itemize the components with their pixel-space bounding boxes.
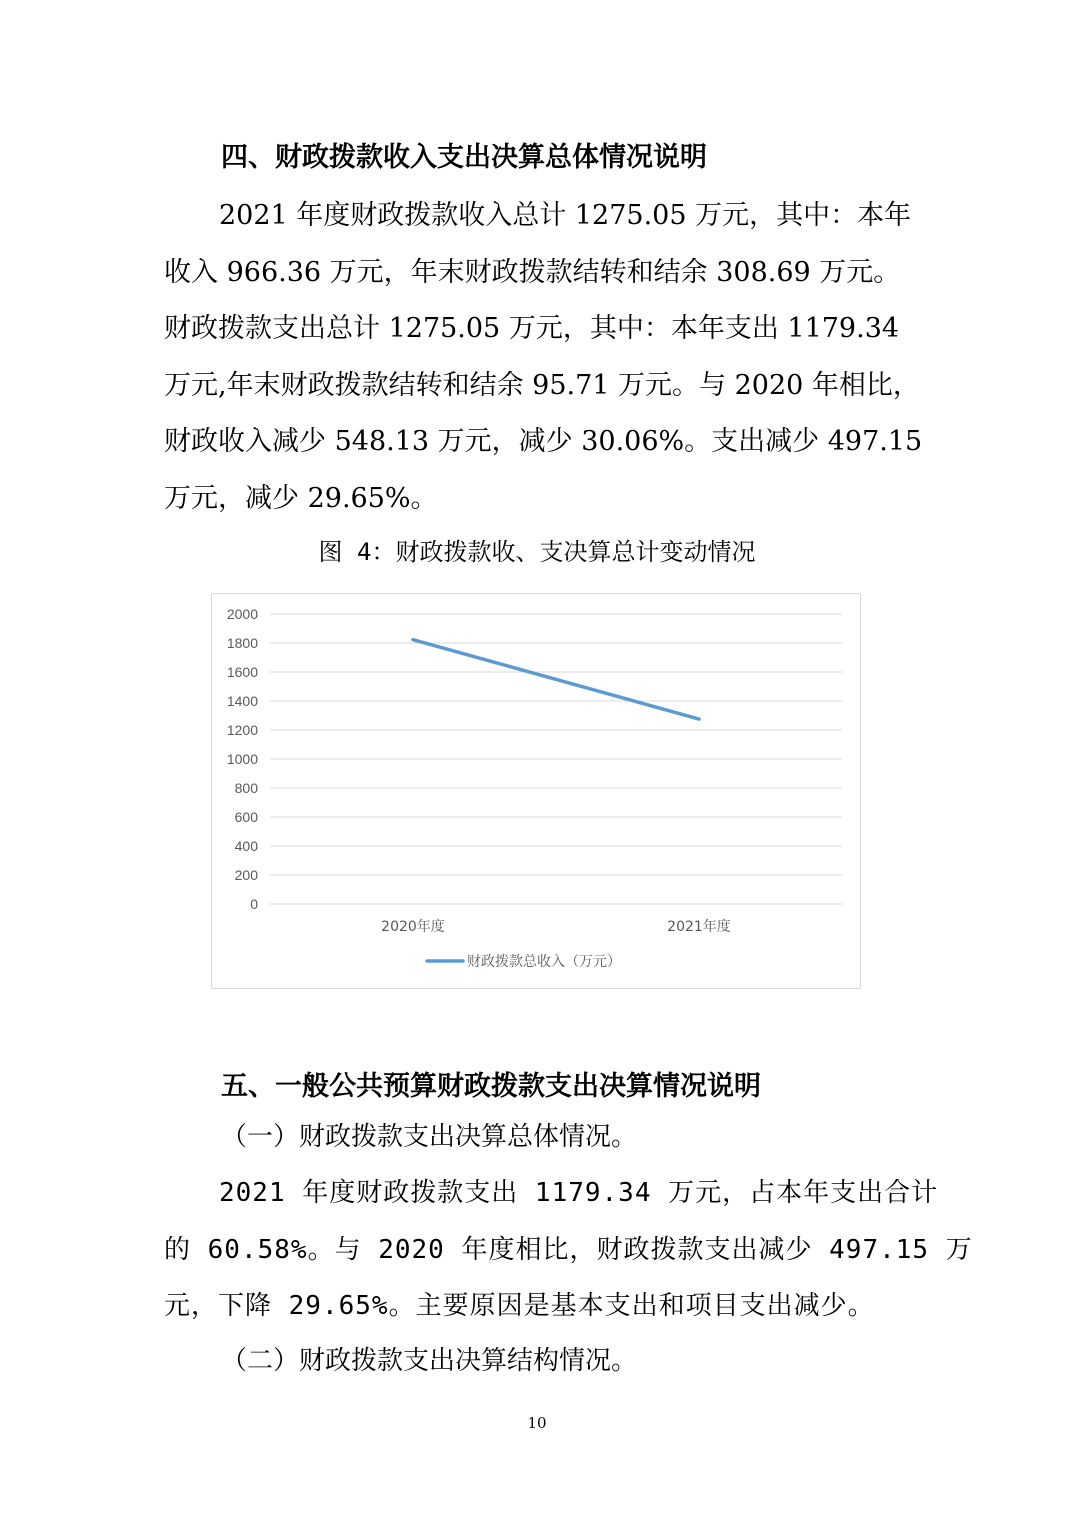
section-heading-5: 五、一般公共预算财政拨款支出决算情况说明 [221, 1071, 761, 1102]
paragraph-line: 2021 年度财政拨款支出 1179.34 万元，占本年支出合计 [219, 1178, 939, 1208]
x-tick-label: 2021年度 [667, 919, 731, 935]
paragraph-line: 的 60.58%。与 2020 年度相比，财政拨款支出减少 497.15 万 [164, 1234, 973, 1265]
y-tick-label: 800 [234, 780, 258, 796]
y-tick-label: 200 [234, 867, 258, 883]
y-tick-label: 1800 [226, 635, 258, 651]
y-tick-label: 1200 [226, 722, 258, 738]
series-line [413, 640, 699, 719]
paragraph-line: 万元,年末财政拨款结转和结余 95.71 万元。与 2020 年相比， [164, 369, 920, 401]
y-tick-label: 600 [234, 809, 258, 825]
y-tick-label: 400 [234, 838, 258, 854]
subsection-heading-1: （一）财政拨款支出决算总体情况。 [221, 1122, 638, 1152]
x-tick-label: 2020年度 [381, 919, 445, 935]
paragraph-line: 财政拨款支出总计 1275.05 万元，其中：本年支出 1179.34 [164, 313, 900, 344]
chart-canvas [212, 594, 862, 990]
paragraph-line: 财政收入减少 548.13 万元，减少 30.06%。支出减少 497.15 [164, 426, 923, 457]
legend-label: 财政拨款总收入（万元） [467, 954, 621, 970]
section-5-paragraph [164, 1165, 973, 1335]
y-tick-label: 0 [250, 896, 258, 912]
y-tick-label: 1000 [226, 751, 258, 767]
section-4-paragraph [164, 188, 923, 527]
paragraph-line: 2021 年度财政拨款收入总计 1275.05 万元，其中：本年 [219, 200, 912, 231]
y-tick-label: 1600 [226, 664, 258, 680]
paragraph-line: 收入 966.36 万元，年末财政拨款结转和结余 308.69 万元。 [164, 256, 901, 288]
section-heading-4: 四、财政拨款收入支出决算总体情况说明 [221, 142, 707, 173]
y-tick-label: 1400 [226, 693, 258, 709]
line-chart [211, 593, 861, 989]
figure-caption: 图 4：财政拨款收、支决算总计变动情况 [318, 538, 756, 566]
page-number: 10 [527, 1414, 547, 1432]
paragraph-line: 万元，减少 29.65%。 [164, 482, 438, 514]
subsection-heading-2: （二）财政拨款支出决算结构情况。 [221, 1346, 638, 1376]
paragraph-line: 元，下降 29.65%。主要原因是基本支出和项目支出减少。 [164, 1291, 875, 1321]
y-tick-label: 2000 [226, 606, 258, 622]
